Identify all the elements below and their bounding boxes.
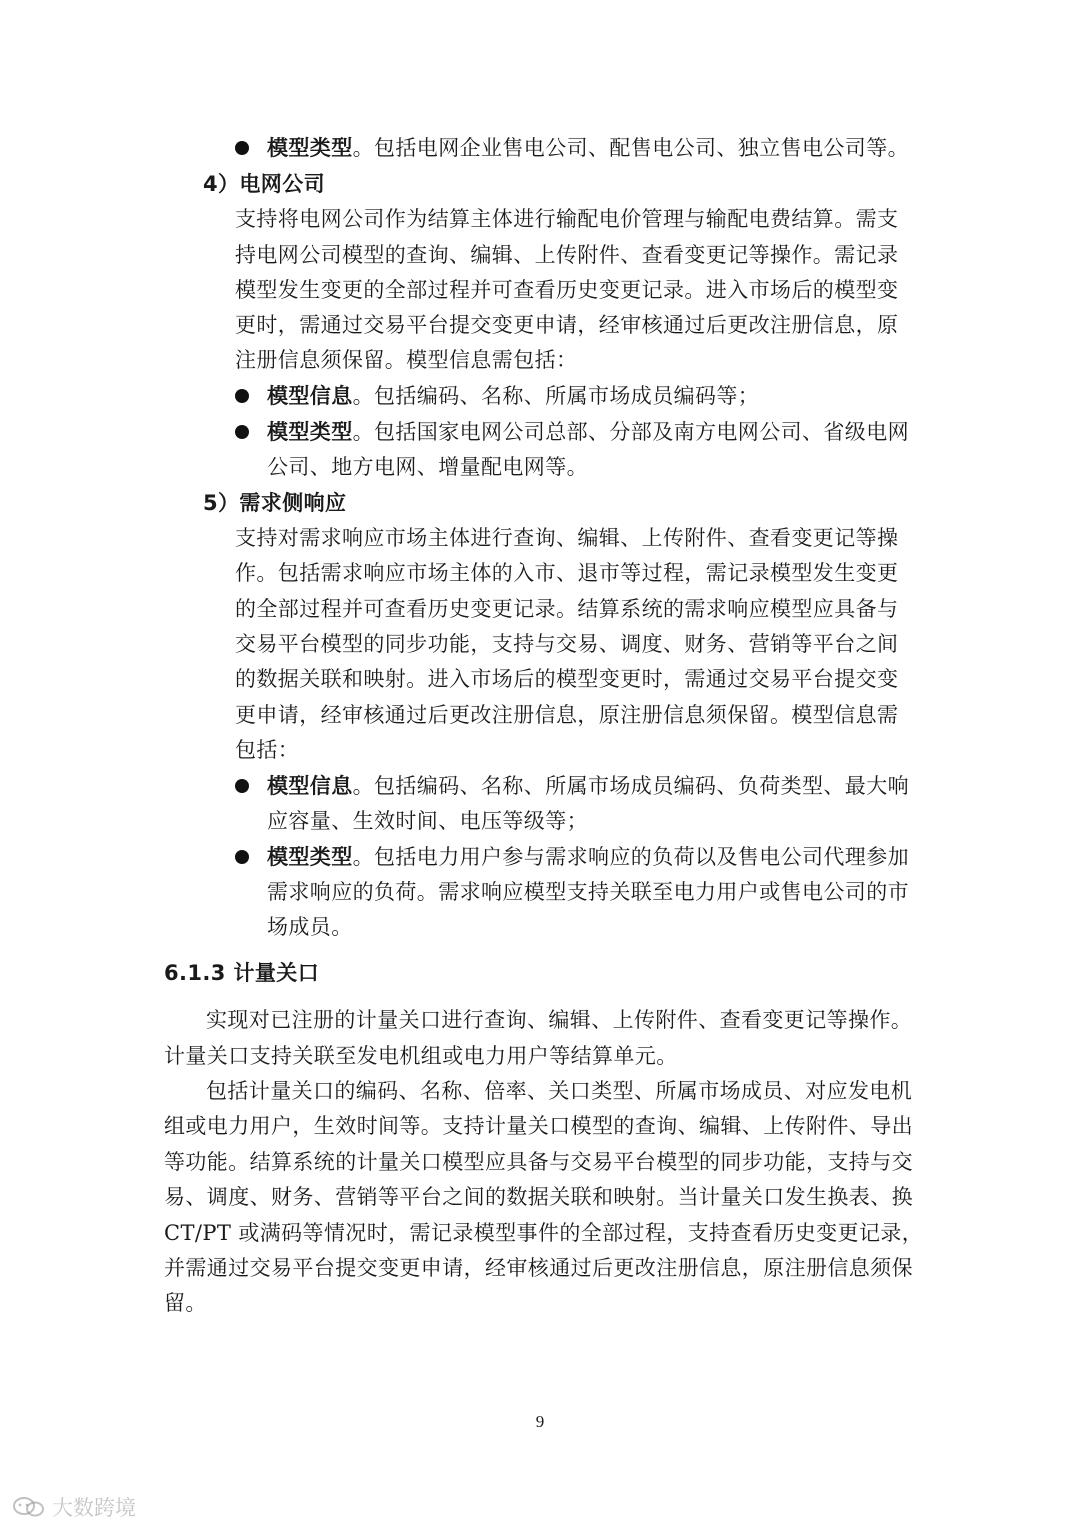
bullet-text: 。包括编码、名称、所属市场成员编码、负荷类型、最大响 xyxy=(352,774,910,798)
paragraph-line: 易、调度、财务、营销等平台之间的数据关联和映射。当计量关口发生换表、换 xyxy=(164,1185,913,1209)
paragraph-line: 包括： xyxy=(235,738,300,762)
paragraph-line: 计量关口支持关联至发电机组或电力用户等结算单元。 xyxy=(164,1044,678,1068)
watermark xyxy=(12,1492,136,1522)
bullet-item-model-info xyxy=(267,378,759,414)
bullet-text: 。包括电力用户参与需求响应的负荷以及售电公司代理参加 xyxy=(352,845,910,869)
bullet-continuation: 应容量、生效时间、电压等级等； xyxy=(267,809,588,833)
section-heading-grid-company: 4）电网公司 xyxy=(203,172,326,196)
wechat-logo-icon xyxy=(12,1496,46,1518)
watermark-text: 大数跨境 xyxy=(52,1496,136,1520)
paragraph-line: 的数据关联和映射。进入市场后的模型变更时，需通过交易平台提交变 xyxy=(235,667,899,691)
paragraph-line: 持电网公司模型的查询、编辑、上传附件、查看变更记等操作。需记录 xyxy=(235,243,899,267)
section-heading-metering-gateway: 6.1.3 计量关口 xyxy=(164,961,320,985)
paragraph-line: CT/PT 或满码等情况时，需记录模型事件的全部过程，支持查看历史变更记录， xyxy=(164,1221,924,1245)
bullet-term: 模型类型 xyxy=(267,420,353,444)
paragraph-line: 实现对已注册的计量关口进行查询、编辑、上传附件、查看变更记等操作。 xyxy=(206,1008,913,1032)
paragraph-line: 作。包括需求响应市场主体的入市、退市等过程，需记录模型发生变更 xyxy=(235,561,899,585)
bullet-item-model-info xyxy=(267,768,909,804)
paragraph-line: 组或电力用户，生效时间等。支持计量关口模型的查询、编辑、上传附件、导出 xyxy=(164,1114,913,1138)
bullet-text: 。包括国家电网公司总部、分部及南方电网公司、省级电网 xyxy=(352,420,910,444)
bullet-continuation: 场成员。 xyxy=(267,915,353,939)
paragraph-line: 包括计量关口的编码、名称、倍率、关口类型、所属市场成员、对应发电机 xyxy=(206,1079,913,1103)
bullet-term: 模型类型 xyxy=(267,845,353,869)
paragraph-line: 支持将电网公司作为结算主体进行输配电价管理与输配电费结算。需支 xyxy=(235,207,899,231)
bullet-continuation: 公司、地方电网、增量配电网等。 xyxy=(267,455,588,479)
bullet-icon xyxy=(235,141,249,155)
bullet-icon xyxy=(235,389,249,403)
section-heading-demand-response: 5）需求侧响应 xyxy=(203,491,347,515)
paragraph-line: 模型发生变更的全部过程并可查看历史变更记录。进入市场后的模型变 xyxy=(235,278,899,302)
paragraph-line: 更申请，经审核通过后更改注册信息，原注册信息须保留。模型信息需 xyxy=(235,703,899,727)
paragraph-line: 并需通过交易平台提交变更申请，经审核通过后更改注册信息，原注册信息须保 xyxy=(164,1256,913,1280)
paragraph-line: 的全部过程并可查看历史变更记录。结算系统的需求响应模型应具备与 xyxy=(235,597,899,621)
bullet-continuation: 需求响应的负荷。需求响应模型支持关联至电力用户或售电公司的市 xyxy=(267,880,909,904)
paragraph-line: 等功能。结算系统的计量关口模型应具备与交易平台模型的同步功能，支持与交 xyxy=(164,1150,913,1174)
paragraph-line: 注册信息须保留。模型信息需包括： xyxy=(235,348,578,372)
bullet-term: 模型类型 xyxy=(267,136,353,160)
bullet-text: 。包括编码、名称、所属市场成员编码等； xyxy=(352,384,760,408)
bullet-item-model-type xyxy=(267,839,909,875)
bullet-term: 模型信息 xyxy=(267,384,353,408)
paragraph-line: 留。 xyxy=(164,1291,207,1315)
bullet-icon xyxy=(235,425,249,439)
page-number: 9 xyxy=(535,1412,545,1431)
bullet-icon xyxy=(235,779,249,793)
paragraph-line: 交易平台模型的同步功能，支持与交易、调度、财务、营销等平台之间 xyxy=(235,632,899,656)
bullet-item-model-type xyxy=(267,414,909,450)
paragraph-line: 更时，需通过交易平台提交变更申请，经审核通过后更改注册信息，原 xyxy=(235,313,899,337)
bullet-term: 模型信息 xyxy=(267,774,353,798)
paragraph-line: 支持对需求响应市场主体进行查询、编辑、上传附件、查看变更记等操 xyxy=(235,526,899,550)
bullet-icon xyxy=(235,850,249,864)
bullet-text: 。包括电网企业售电公司、配售电公司、独立售电公司等。 xyxy=(352,136,910,160)
bullet-item-model-type xyxy=(267,130,909,166)
